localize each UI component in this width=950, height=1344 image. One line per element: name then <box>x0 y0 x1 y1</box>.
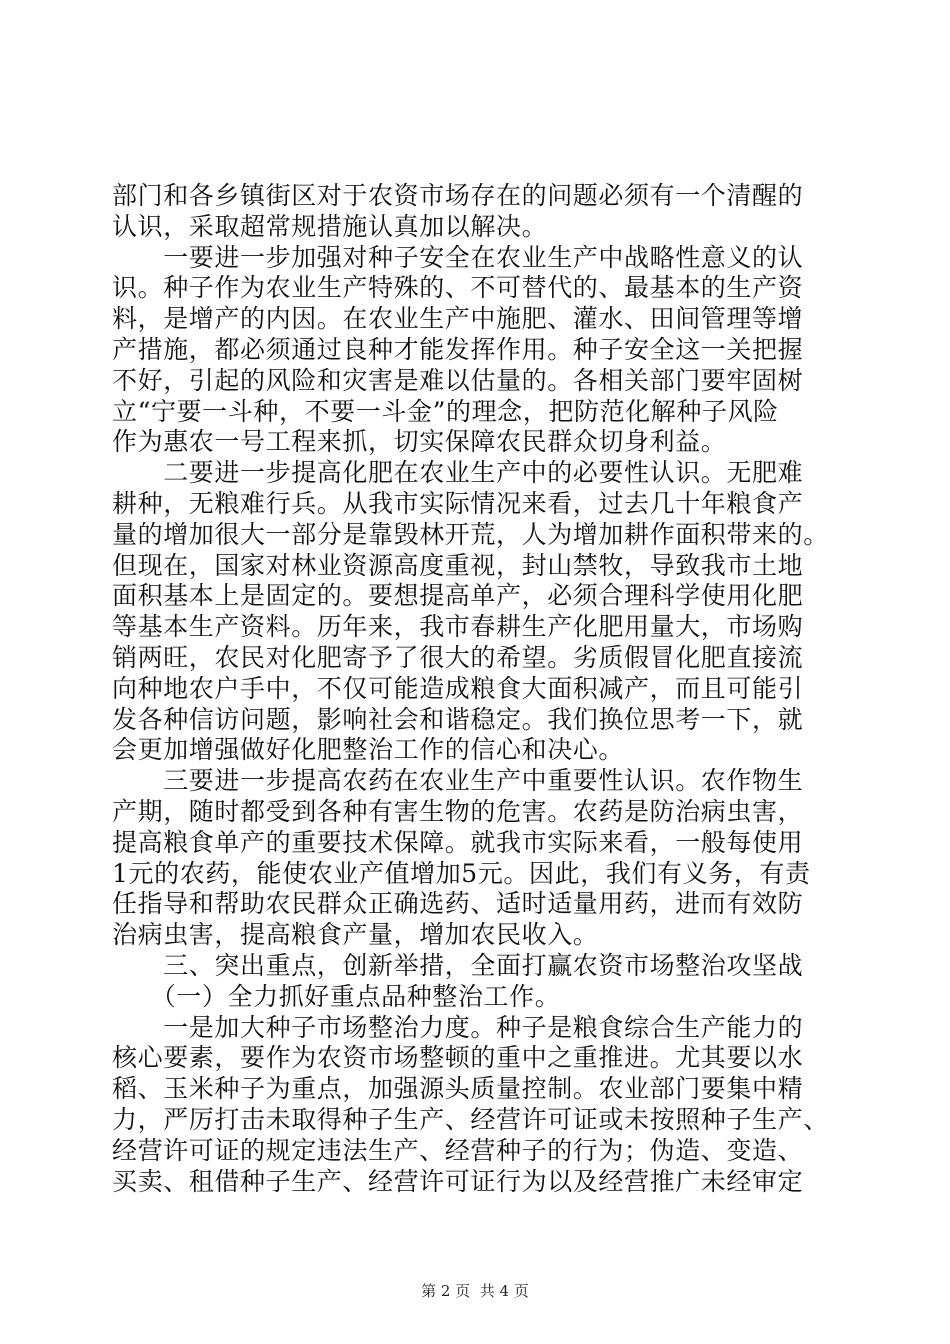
document-body <box>112 181 832 1197</box>
text-line: 三要进一步提高农药在农业生产中重要性认识。农作物生 <box>112 766 804 796</box>
text-line: 核心要素，要作为农资市场整顿的重中之重推进。尤其要以水 <box>112 1043 804 1073</box>
text-line: 识。种子作为农业生产特殊的、不可替代的、最基本的生产资 <box>112 273 804 303</box>
text-line: 料，是增产的内因。在农业生产中施肥、灌水、田间管理等增 <box>112 304 804 334</box>
text-line: 1元的农药，能使农业产值增加5元。因此，我们有义务，有责 <box>112 858 811 888</box>
text-line: 但现在，国家对林业资源高度重视，封山禁牧，导致我市土地 <box>112 550 804 580</box>
text-line: 认识，采取超常规措施认真加以解决。 <box>112 211 548 241</box>
text-line: 稻、玉米种子为重点，加强源头质量控制。农业部门要集中精 <box>112 1074 804 1104</box>
text-line: 部门和各乡镇街区对于农资市场存在的问题必须有一个清醒的 <box>112 181 804 210</box>
text-line: 一要进一步加强对种子安全在农业生产中战略性意义的认 <box>112 242 804 272</box>
text-line: 作为惠农一号工程来抓，切实保障农民群众切身利益。 <box>112 427 727 457</box>
text-line: 会更加增强做好化肥整治工作的信心和决心。 <box>112 735 625 765</box>
text-line: 二要进一步提高化肥在农业生产中的必要性认识。无肥难 <box>112 458 804 488</box>
text-line: 发各种信访问题，影响社会和谐稳定。我们换位思考一下，就 <box>112 704 804 734</box>
text-line: 治病虫害，提高粮食产量，增加农民收入。 <box>112 920 599 950</box>
text-line: 力，严厉打击未取得种子生产、经营许可证或未按照种子生产、 <box>112 1104 829 1134</box>
text-line: 产措施，都必须通过良种才能发挥作用。种子安全这一关把握 <box>112 334 804 364</box>
text-line: 面积基本上是固定的。要想提高单产，必须合理科学使用化肥 <box>112 581 804 611</box>
text-line: 一是加大种子市场整治力度。种子是粮食综合生产能力的 <box>112 1012 804 1042</box>
text-line: 耕种，无粮难行兵。从我市实际情况来看，过去几十年粮食产 <box>112 488 804 518</box>
text-line: 买卖、租借种子生产、经营许可证行为以及经营推广未经审定 <box>112 1166 804 1196</box>
text-line: 产期，随时都受到各种有害生物的危害。农药是防治病虫害， <box>112 796 804 826</box>
text-line: 提高粮食单产的重要技术保障。就我市实际来看，一般每使用 <box>112 827 804 857</box>
text-line: 三、突出重点，创新举措，全面打赢农资市场整治攻坚战 <box>112 950 804 980</box>
text-line: （一）全力抓好重点品种整治工作。 <box>112 981 561 1011</box>
text-line: 等基本生产资料。历年来，我市春耕生产化肥用量大，市场购 <box>112 612 804 642</box>
page-footer: 第 2 页 共 4 页 <box>421 1282 529 1300</box>
text-line: 销两旺，农民对化肥寄予了很大的希望。劣质假冒化肥直接流 <box>112 642 804 672</box>
text-line: 经营许可证的规定违法生产、经营种子的行为；伪造、变造、 <box>112 1135 804 1165</box>
text-line: 立“宁要一斗种，不要一斗金”的理念，把防范化解种子风险 <box>112 396 779 426</box>
text-line: 量的增加很大一部分是靠毁林开荒，人为增加耕作面积带来的。 <box>112 519 829 549</box>
text-line: 任指导和帮助农民群众正确选药、适时适量用药，进而有效防 <box>112 889 804 919</box>
text-line: 不好，引起的风险和灾害是难以估量的。各相关部门要牢固树 <box>112 365 804 395</box>
text-line: 向种地农户手中，不仅可能造成粮食大面积减产，而且可能引 <box>112 673 804 703</box>
